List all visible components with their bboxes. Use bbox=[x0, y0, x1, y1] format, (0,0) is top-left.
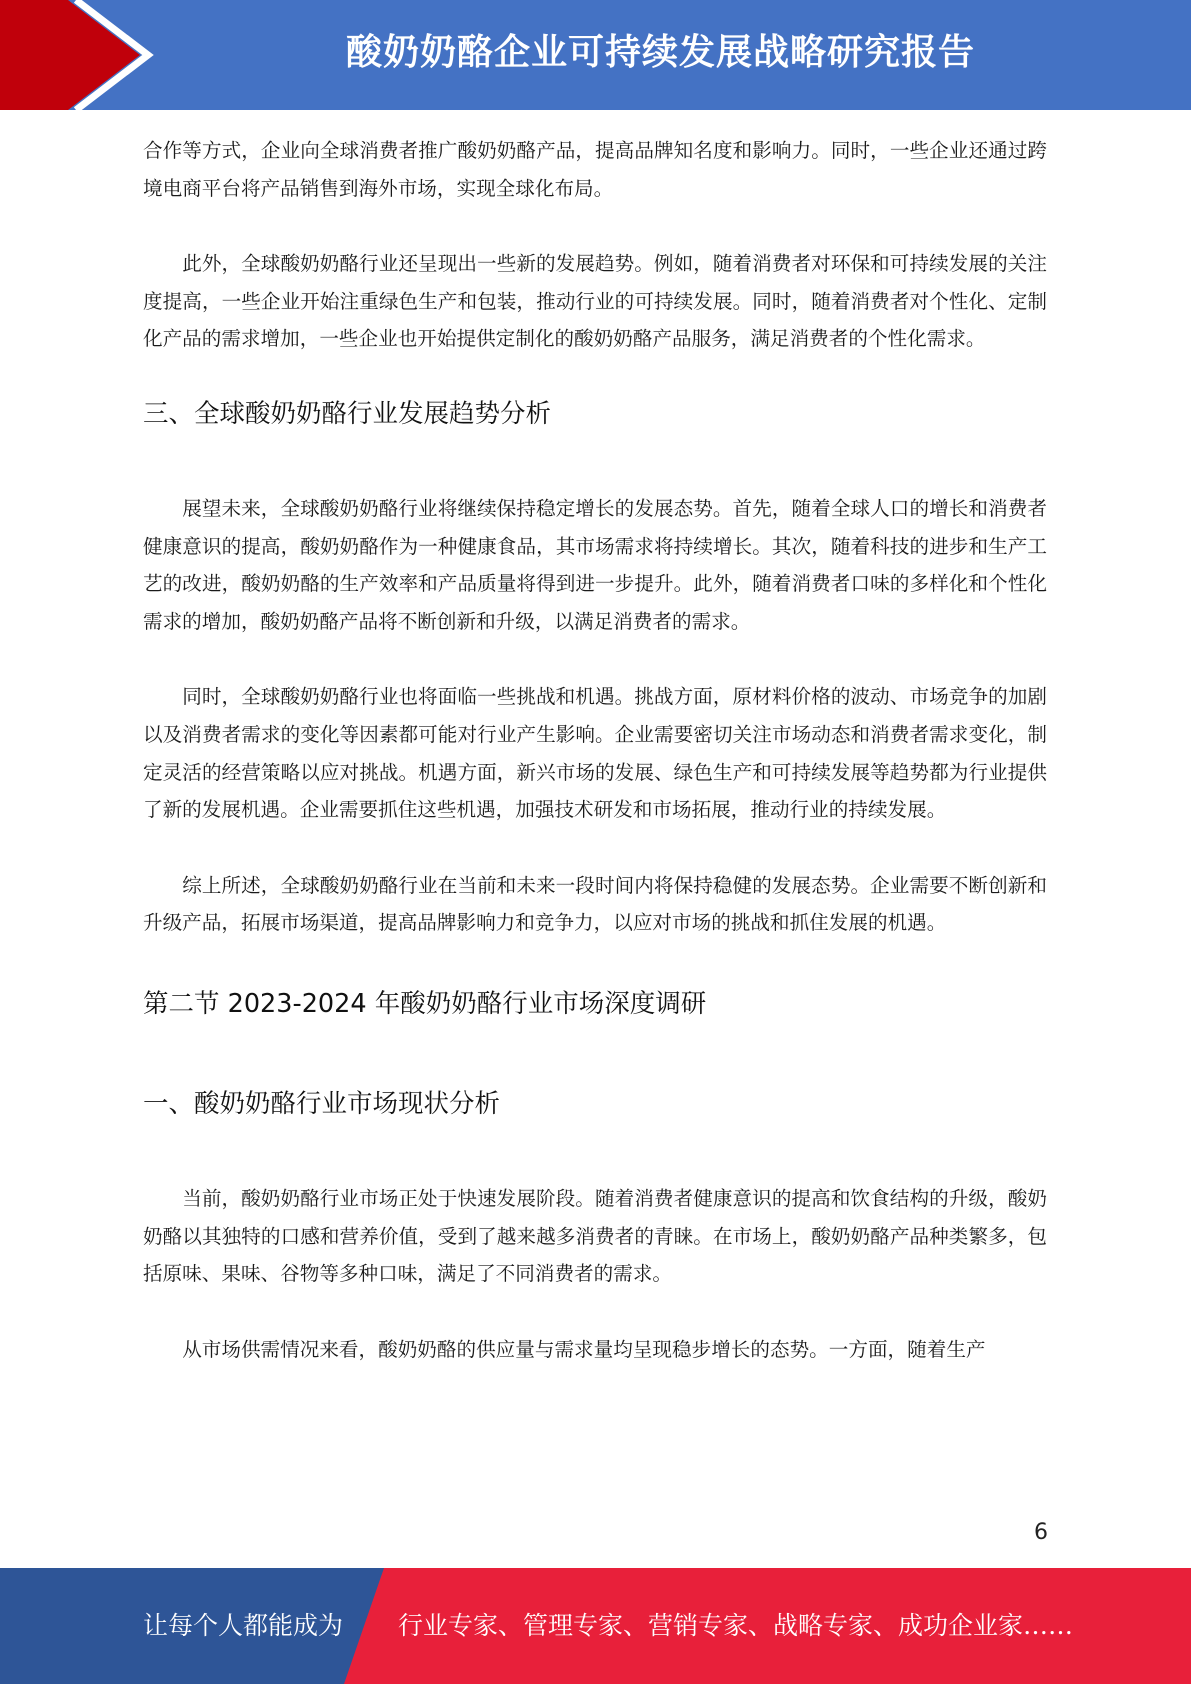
heading-global-trend: 三、全球酸奶奶酪行业发展趋势分析 bbox=[143, 398, 552, 429]
paragraph-3: 展望未来，全球酸奶奶酪行业将继续保持稳定增长的发展态势。首先，随着全球人口的增长和消费者健康意识的提高，酸奶奶酪作为一种健康食品，其市场需求将持续增长。其次，随着科技的进步和生产工艺的改进，酸奶奶酪的生产效率和产品质量将得到进一步提升。此外，随着消费者口味的多样化和个性化需求的增加，酸奶奶酪产品将不断创新和升级，以满足消费者的需求。 bbox=[143, 496, 1047, 633]
footer-slogan-left: 让每个人都能成为 bbox=[143, 1611, 344, 1640]
paragraph-1: 合作等方式，企业向全球消费者推广酸奶奶酪产品，提高品牌知名度和影响力。同时，一些企业还通过跨境电商平台将产品销售到海外市场，实现全球化布局。 bbox=[143, 139, 1047, 200]
paragraph-5: 综上所述，全球酸奶奶酪行业在当前和未来一段时间内将保持稳健的发展态势。企业需要不断创新和升级产品，拓展市场渠道，提高品牌影响力和竞争力，以应对市场的挑战和抓住发展的机遇。 bbox=[143, 873, 1047, 935]
heading-section-2: 第二节 2023-2024 年酸奶奶酪行业市场深度调研 bbox=[143, 988, 707, 1019]
page-number: 6 bbox=[1034, 1520, 1048, 1545]
heading-market-status: 一、酸奶奶酪行业市场现状分析 bbox=[143, 1088, 501, 1119]
page-header bbox=[0, 0, 1191, 110]
page-footer bbox=[0, 1568, 1191, 1684]
paragraph-2: 此外，全球酸奶奶酪行业还呈现出一些新的发展趋势。例如，随着消费者对环保和可持续发展的关注度提高，一些企业开始注重绿色生产和包装，推动行业的可持续发展。同时，随着消费者对个性化、定制化产品的需求增加，一些企业也开始提供定制化的酸奶奶酪产品服务，满足消费者的个性化需求。 bbox=[143, 252, 1047, 351]
paragraph-6: 当前，酸奶奶酪行业市场正处于快速发展阶段。随着消费者健康意识的提高和饮食结构的升级，酸奶奶酪以其独特的口感和营养价值，受到了越来越多消费者的青睐。在市场上，酸奶奶酪产品种类繁多，包括原味、果味、谷物等多种口味，满足了不同消费者的需求。 bbox=[143, 1186, 1047, 1286]
footer-slogan-right: 行业专家、管理专家、营销专家、战略专家、成功企业家…… bbox=[398, 1611, 1074, 1640]
paragraph-7: 从市场供需情况来看，酸奶奶酪的供应量与需求量均呈现稳步增长的态势。一方面，随着生产 bbox=[182, 1337, 986, 1361]
page-content bbox=[143, 132, 1047, 1368]
report-title: 酸奶奶酪企业可持续发展战略研究报告 bbox=[345, 32, 975, 73]
paragraph-4: 同时，全球酸奶奶酪行业也将面临一些挑战和机遇。挑战方面，原材料价格的波动、市场竞争的加剧以及消费者需求的变化等因素都可能对行业产生影响。企业需要密切关注市场动态和消费者需求变化，制定灵活的经营策略以应对挑战。机遇方面，新兴市场的发展、绿色生产和可持续发展等趋势都为行业提供了新的发展机遇。企业需要抓住这些机遇，加强技术研发和市场拓展，推动行业的持续发展。 bbox=[143, 685, 1047, 822]
